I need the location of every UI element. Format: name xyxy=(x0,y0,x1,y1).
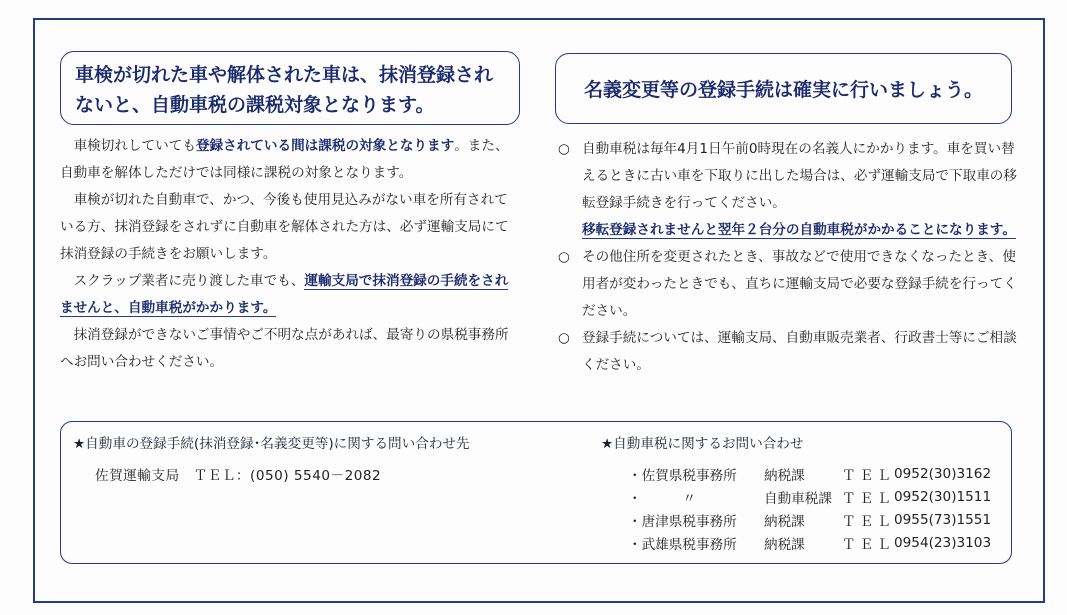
right-item-3-text: 登録手続については、運輸支局、自動車販売業者、行政書士等にご相談ください。 xyxy=(582,330,1017,373)
circle-bullet-icon: ○ xyxy=(558,141,570,157)
right-column xyxy=(558,136,1018,379)
right-item-1 xyxy=(558,136,1018,244)
right-item-1-bold: 移転登録されませんと翌年２台分の自動車税がかかることになります。 xyxy=(582,222,1016,238)
tax-contact xyxy=(601,432,1011,554)
tax-contact-row xyxy=(628,485,1011,508)
tel-label: ＴＥＬ xyxy=(842,467,895,484)
registration-contact xyxy=(73,432,573,484)
tax-contact-list xyxy=(601,462,1011,554)
phone-number: 0955(73)1551 xyxy=(894,511,992,528)
phone-number: 0952(30)1511 xyxy=(894,488,992,505)
tax-contact-title: ★自動車税に関するお問い合わせ xyxy=(601,436,804,452)
office-name: ・唐津県税事務所 xyxy=(628,513,737,530)
left-paragraph-1 xyxy=(60,133,520,187)
left-p1-rest: 。また、自動車を解体しただけでは同様に課税の対象となります。 xyxy=(60,138,509,181)
left-heading: 車検が切れた車や解体された車は、抹消登録されないと、自動車税の課税対象となります。 xyxy=(60,51,520,125)
phone-number: 0954(23)3103 xyxy=(894,534,992,551)
tax-contact-row xyxy=(628,508,1011,531)
office-name: ・佐賀県税事務所 xyxy=(628,467,737,484)
left-p3-text: スクラップ業者に売り渡した車でも、 xyxy=(73,273,305,289)
registration-contact-entry: 佐賀運輸支局 ＴＥＬ：(050) 5540－2082 xyxy=(95,468,382,484)
right-item-3 xyxy=(558,325,1018,379)
circle-bullet-icon: ○ xyxy=(558,330,570,346)
left-paragraph-3 xyxy=(60,268,520,322)
left-column xyxy=(60,133,520,376)
phone-number: 0952(30)3162 xyxy=(894,465,992,482)
right-heading: 名義変更等の登録手続は確実に行いましょう。 xyxy=(555,53,1012,124)
department: 納税課 xyxy=(764,536,805,553)
right-item-2 xyxy=(558,244,1018,325)
right-item-1-text: 自動車税は毎年4月1日午前0時現在の名義人にかかります。車を買い替えるときに古い車を下取りに出した場合は、必ず運輸支局で下取車の移転登録手続きを行ってください。 xyxy=(582,141,1017,211)
tax-contact-row xyxy=(628,462,1011,485)
left-paragraph-2: 車検が切れた自動車で、かつ、今後も使用見込みがない車を所有されている方、抹消登録をされずに自動車を解体された方は、必ず運輸支局にて抹消登録の手続きをお願いします。 xyxy=(60,192,509,262)
left-p3-bold: 運輸支局で抹消登録の手続をされませんと、自動車税がかかります。 xyxy=(60,273,509,316)
circle-bullet-icon: ○ xyxy=(558,249,570,265)
contact-box xyxy=(60,421,1012,564)
office-name: ・武雄県税事務所 xyxy=(628,536,737,553)
tel-label: ＴＥＬ xyxy=(842,513,895,530)
left-p1-bold: 登録されている間は課税の対象となります xyxy=(195,138,455,154)
tel-label: ＴＥＬ xyxy=(842,536,895,553)
tax-contact-row xyxy=(628,531,1011,554)
department: 納税課 xyxy=(764,467,805,484)
department: 納税課 xyxy=(764,513,805,530)
tel-label: ＴＥＬ xyxy=(842,490,895,507)
left-paragraph-4: 抹消登録ができないご事情やご不明な点があれば、最寄りの県税事務所へお問い合わせください。 xyxy=(60,327,509,370)
registration-contact-title: ★自動車の登録手続(抹消登録･名義変更等)に関する問い合わせ先 xyxy=(73,436,470,452)
department: 自動車税課 xyxy=(764,490,832,507)
office-name: ・ 〃 xyxy=(628,490,696,507)
right-item-2-text: その他住所を変更されたとき、事故などで使用できなくなったとき、使用者が変わったときでも、直ちに運輸支局で必要な登録手続を行ってください。 xyxy=(582,249,1017,319)
left-p1-text: 車検切れしていても xyxy=(73,138,196,154)
